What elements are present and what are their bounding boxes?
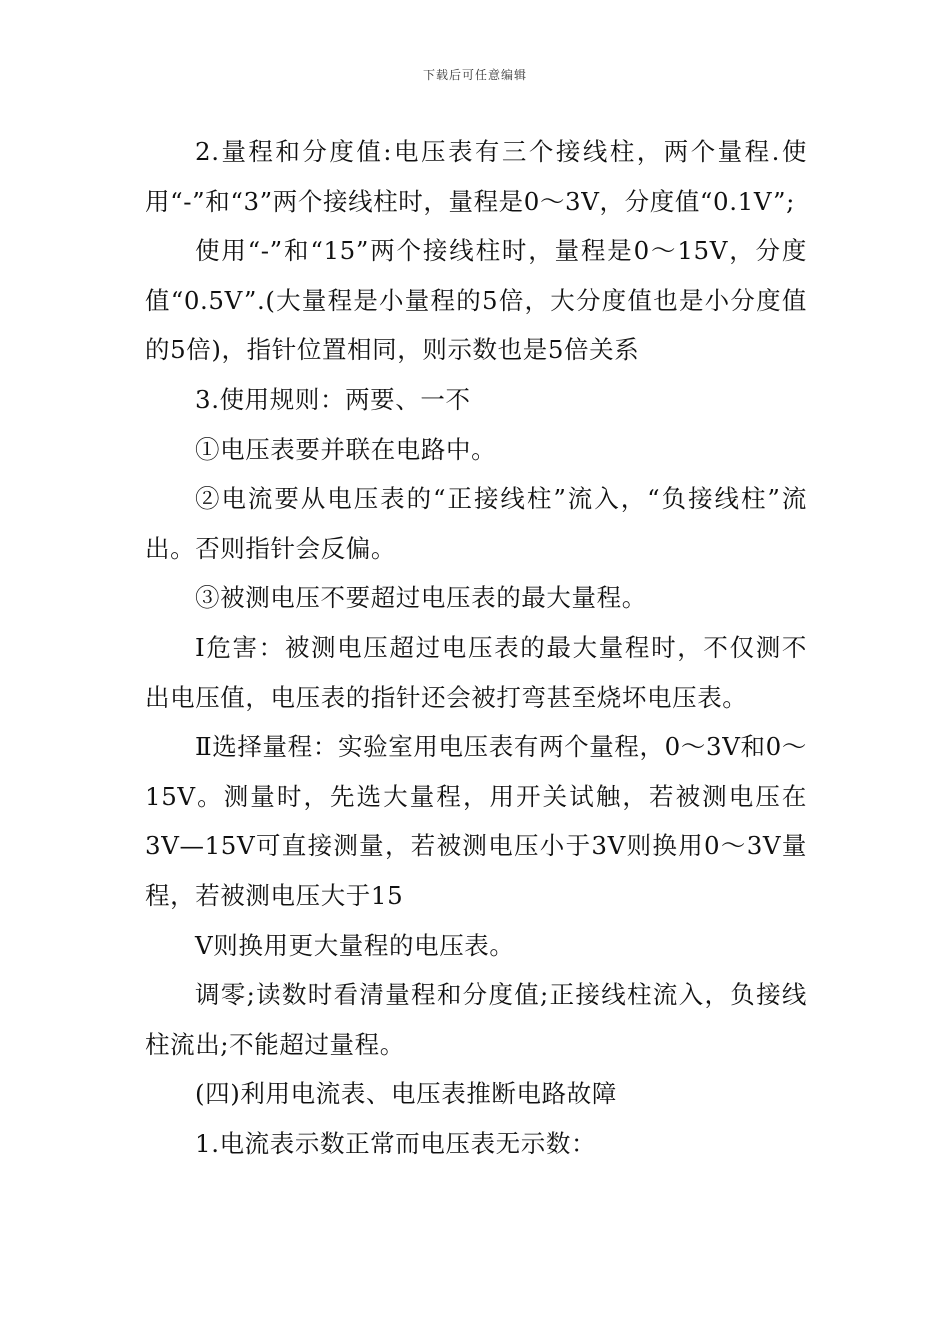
section-heading-fault-diagnosis: (四)利用电流表、电压表推断电路故障 xyxy=(195,1079,617,1109)
page-header: 下载后可任意编辑 xyxy=(422,68,527,82)
paragraph-rule-current-direction: ②电流要从电压表的“正接线柱”流入，“负接线柱”流出。否则指针会反偏。 xyxy=(145,484,807,563)
paragraph-rule-parallel: ①电压表要并联在电路中。 xyxy=(195,434,497,464)
document-body xyxy=(145,127,807,1168)
paragraph-fault-case-1: 1.电流表示数正常而电压表无示数： xyxy=(195,1128,597,1158)
paragraph-usage-rules: 3.使用规则：两要、一不 xyxy=(195,384,471,414)
paragraph-range-selection-cont: V则换用更大量程的电压表。 xyxy=(195,930,515,960)
paragraph-rule-max-range: ③被测电压不要超过电压表的最大量程。 xyxy=(195,583,647,613)
paragraph-summary: 调零;读数时看清量程和分度值;正接线柱流入，负接线柱流出;不能超过量程。 xyxy=(145,980,807,1059)
paragraph-15v-range: 使用“-”和“15”两个接线柱时，量程是0～15V，分度值“0.5V”.(大量程是小量程的5倍，大分度值也是小分度值的5倍)，指针位置相同，则示数也是5倍关系 xyxy=(145,236,807,365)
paragraph-hazard: Ⅰ危害：被测电压超过电压表的最大量程时，不仅测不出电压值，电压表的指针还会被打弯甚至烧坏电压表。 xyxy=(145,632,807,712)
paragraph-range-and-division: 2.量程和分度值:电压表有三个接线柱，两个量程.使用“-”和“3”两个接线柱时，量程是0～3V，分度值“0.1V”; xyxy=(145,137,807,216)
paragraph-range-selection: Ⅱ选择量程：实验室用电压表有两个量程，0～3V和0～15V。测量时，先选大量程，用开关试触，若被测电压在3V—15V可直接测量，若被测电压小于3V则换用0～3V量程，若被测电压大于15 xyxy=(145,732,807,910)
